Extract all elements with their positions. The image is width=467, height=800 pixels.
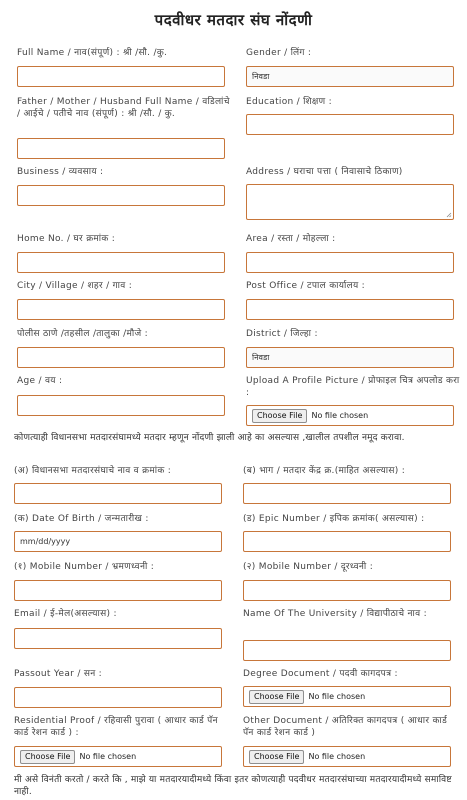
- choose-file-button[interactable]: Choose File: [252, 409, 307, 423]
- gender-select[interactable]: निवडा: [246, 66, 454, 87]
- guardian-name-input[interactable]: [17, 138, 225, 159]
- choose-file-button[interactable]: Choose File: [249, 690, 304, 704]
- polling-part-input[interactable]: [243, 483, 451, 504]
- area-input[interactable]: [246, 252, 454, 273]
- university-input[interactable]: [243, 640, 451, 661]
- profile-picture-file-input[interactable]: [246, 405, 454, 426]
- page-title: पदवीधर मतदार संघ नोंदणी: [154, 11, 313, 29]
- education-input[interactable]: [246, 114, 454, 135]
- education-label: Education / शिक्षण :: [246, 97, 332, 107]
- address-label: Address / घराचा पत्ता ( निवासाचे ठिकाण): [246, 167, 403, 177]
- gender-label: Gender / लिंग :: [246, 48, 312, 58]
- resize-handle-icon[interactable]: [446, 212, 452, 218]
- degree-document-file-input[interactable]: [243, 686, 451, 707]
- file-status: No file chosen: [308, 692, 366, 701]
- address-textarea[interactable]: [246, 184, 454, 220]
- business-input[interactable]: [17, 185, 225, 206]
- district-label: District / जिल्हा :: [246, 329, 318, 339]
- file-status: No file chosen: [308, 752, 366, 761]
- age-input[interactable]: [17, 395, 225, 416]
- other-document-file-input[interactable]: [243, 746, 451, 767]
- choose-file-button[interactable]: Choose File: [20, 750, 75, 764]
- epic-number-label: (ड) Epic Number / इपिक क्रमांक( असल्यास) :: [243, 514, 425, 524]
- constituency-label: (अ) विधानसभा मतदारसंघाचे नाव व क्रमांक :: [14, 466, 172, 476]
- home-no-label: Home No. / घर क्रमांक :: [17, 234, 116, 244]
- passout-year-input[interactable]: [14, 687, 222, 708]
- email-input[interactable]: [14, 628, 222, 649]
- mobile-1-label: (१) Mobile Number / भ्रमणध्वनी :: [14, 562, 155, 572]
- degree-document-label: Degree Document / पदवी कागदपत्र :: [243, 669, 398, 679]
- passout-year-label: Passout Year / सन :: [14, 669, 102, 679]
- full-name-label: Full Name / नाव(संपूर्ण) : श्री /सौ. /कु.: [17, 48, 168, 58]
- mobile-1-input[interactable]: [14, 580, 222, 601]
- file-status: No file chosen: [79, 752, 137, 761]
- dob-label: (क) Date Of Birth / जन्मतारीख :: [14, 514, 149, 524]
- mobile-2-label: (२) Mobile Number / दूरध्वनी :: [243, 562, 374, 572]
- residential-proof-label: Residential Proof / रहिवासी पुरावा ( आधार कार्ड पॅन कार्ड रेशन कार्ड ) :: [14, 716, 218, 738]
- mobile-2-input[interactable]: [243, 580, 451, 601]
- declaration-text: मी असे विनंती करतो / करते कि , माझे या मतदारयादीमध्ये किंवा इतर कोणत्याही पदवीधर मतदारसंघाच्या मतदारयादीमध्ये समाविष्ट नाही.: [14, 775, 452, 797]
- upload-picture-label: Upload A Profile Picture / प्रोफाइल चित्र अपलोड करा :: [246, 376, 460, 398]
- area-label: Area / रस्ता / मोहल्ला :: [246, 234, 336, 244]
- city-label: City / Village / शहर / गाव :: [17, 281, 133, 291]
- district-select[interactable]: निवडा: [246, 347, 454, 368]
- police-station-input[interactable]: [17, 347, 225, 368]
- previous-registration-note: कोणत्याही विधानसभा मतदारसंघामध्ये मतदार म्हणून नोंदणी झाली आहे का असल्यास ,खालील तपशील नमूद करावा.: [14, 433, 405, 443]
- polling-part-label: (ब) भाग / मतदार केंद्र क्र.(माहित असल्यास) :: [243, 466, 406, 476]
- age-label: Age / वय :: [17, 376, 63, 386]
- business-label: Business / व्यवसाय :: [17, 167, 104, 177]
- post-office-label: Post Office / टपाल कार्यालय :: [246, 281, 366, 291]
- full-name-input[interactable]: [17, 66, 225, 87]
- guardian-name-label: Father / Mother / Husband Full Name / वडिलांचे / आईचे / पतीचे नाव (संपूर्ण) : श्री /सौ. / कु.: [17, 97, 230, 119]
- epic-number-input[interactable]: [243, 531, 451, 552]
- dob-input[interactable]: mm/dd/yyyy: [14, 531, 222, 552]
- city-input[interactable]: [17, 299, 225, 320]
- residential-proof-file-input[interactable]: [14, 746, 222, 767]
- constituency-input[interactable]: [14, 483, 222, 504]
- other-document-label: Other Document / अतिरिक्त कागदपत्र ( आधार कार्ड पॅन कार्ड रेशन कार्ड ): [243, 716, 448, 738]
- police-station-label: पोलीस ठाणे /तहसील /तालुका /मौजे :: [17, 329, 148, 339]
- choose-file-button[interactable]: Choose File: [249, 750, 304, 764]
- university-label: Name Of The University / विद्यापीठाचे नाव :: [243, 609, 427, 619]
- post-office-input[interactable]: [246, 299, 454, 320]
- home-no-input[interactable]: [17, 252, 225, 273]
- email-label: Email / ई-मेल(असल्यास) :: [14, 609, 117, 619]
- file-status: No file chosen: [311, 411, 369, 420]
